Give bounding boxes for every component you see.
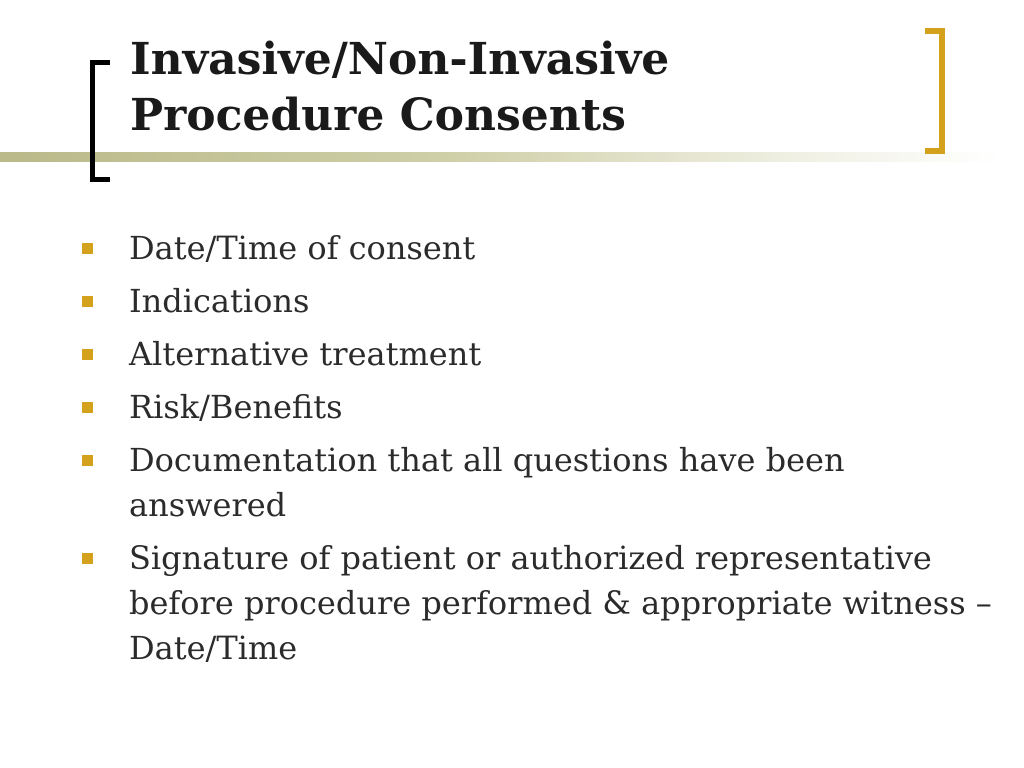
slide-title-line-2: Procedure Consents bbox=[130, 90, 626, 141]
square-bullet-icon bbox=[82, 553, 93, 564]
square-bullet-icon bbox=[82, 349, 93, 360]
bullet-text: Indications bbox=[129, 282, 310, 320]
right-bracket-decoration bbox=[925, 28, 945, 154]
bullet-item bbox=[80, 438, 1000, 528]
bullet-item bbox=[80, 226, 1000, 271]
square-bullet-icon bbox=[82, 455, 93, 466]
bullet-text: Alternative treatment bbox=[129, 335, 482, 373]
bullet-text: Risk/Benefits bbox=[129, 388, 343, 426]
bullet-text: Documentation that all questions have been answered bbox=[129, 441, 845, 524]
bullet-item bbox=[80, 536, 1000, 671]
bullet-item bbox=[80, 332, 1000, 377]
slide-title-line-1: Invasive/Non-Invasive bbox=[130, 34, 670, 85]
bullet-list bbox=[80, 226, 1000, 679]
title-underline-rule bbox=[0, 152, 1000, 162]
bullet-text: Signature of patient or authorized representative before procedure performed & appropriate witness – Date/Time bbox=[129, 539, 992, 667]
bullet-item bbox=[80, 385, 1000, 430]
square-bullet-icon bbox=[82, 243, 93, 254]
square-bullet-icon bbox=[82, 296, 93, 307]
bullet-text: Date/Time of consent bbox=[129, 229, 476, 267]
left-bracket-decoration bbox=[90, 60, 110, 182]
square-bullet-icon bbox=[82, 402, 93, 413]
slide-title bbox=[130, 32, 910, 144]
bullet-item bbox=[80, 279, 1000, 324]
